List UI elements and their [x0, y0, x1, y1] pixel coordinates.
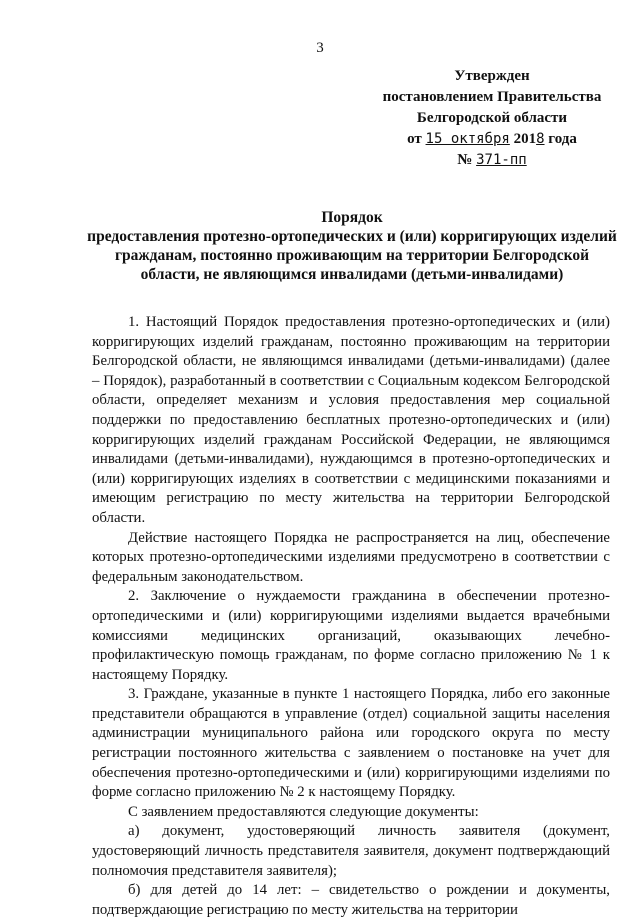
approval-number-line [372, 150, 612, 171]
document-body [92, 313, 610, 920]
approval-date-line [372, 129, 612, 150]
approval-number-value: 371-пп [476, 152, 527, 168]
paragraph-1-note: Действие настоящего Порядка не распространяется на лиц, обеспечение которых протезно-ортопедическими изделиями предусмотрено в соответствии с федеральным законодательством. [92, 529, 610, 585]
approval-line-region: Белгородской области [416, 110, 568, 126]
paragraph-3: 3. Граждане, указанные в пункте 1 настоящего Порядка, либо его законные представители обращаются в управление (отдел) социальной защиты населения администрации муниципального района или городского округа по месту регистрации постоянного жительства с заявлением о постановке на учет для обеспечения протезно-ортопедическими и (или) корригирующими изделиями по форме согласно приложению № 2 к настоящему Порядку. [92, 686, 610, 801]
approval-date-year-suffix: 8 [536, 131, 545, 147]
paragraph-1: 1. Настоящий Порядок предоставления протезно-ортопедических и (или) корригирующих изделий гражданам, постоянно проживающим на территории Белгородской области, не являющимся инвалидами (детьми-инвалидами) (далее – Порядок), разработанный в соответствии с Социальным кодексом Белгородской области, определяет механизм и условия предоставления мер социальной поддержки по предоставлению бесплатных протезно-ортопедических и (или) корригирующих изделий гражданам Российской Федерации, не являющимся инвалидами (детьми-инвалидами), нуждающимся в протезно-ортопедических и (или) корригирующих изделиях в соответствии с медицинскими показаниями и имеющим регистрацию по месту жительства на территории Белгородской области. [92, 314, 610, 526]
document-subtitle: предоставления протезно-ортопедических и (или) корригирующих изделий гражданам, постоянно проживающим на территории Белгородской области, не являющимся инвалидами (детьми-инвалидами) [87, 228, 617, 283]
approval-stamp [372, 66, 612, 171]
approval-date-year-prefix: 201 [513, 131, 537, 147]
document-title-block [86, 208, 618, 284]
approval-line-resolution: постановлением Правительства [382, 89, 602, 105]
paragraph-2: 2. Заключение о нуждаемости гражданина в обеспечении протезно-ортопедическими и (или) корригирующими изделиями выдается врачебными комиссиями медицинских организаций, оказывающих лечебно-профилактическую помощь гражданам, по форме согласно приложению № 1 к настоящему Порядку. [92, 588, 610, 683]
approval-line-approved: Утвержден [454, 68, 530, 84]
approval-date-suffix: года [548, 131, 577, 147]
page-number: 3 [316, 40, 324, 56]
approval-date-day-month: 15 октября [425, 131, 510, 147]
document-title: Порядок [321, 209, 383, 226]
approval-number-prefix: № [457, 152, 473, 168]
paragraph-documents-intro: С заявлением предоставляются следующие документы: [128, 803, 479, 820]
paragraph-item-b: б) для детей до 14 лет: – свидетельство о рождении и документы, подтверждающие регистрацию по месту жительства на территории [92, 882, 610, 918]
paragraph-item-a: а) документ, удостоверяющий личность заявителя (документ, удостоверяющий личность представителя заявителя, документ подтверждающий полномочия представителя заявителя); [92, 823, 610, 879]
approval-date-prefix: от [407, 131, 422, 147]
